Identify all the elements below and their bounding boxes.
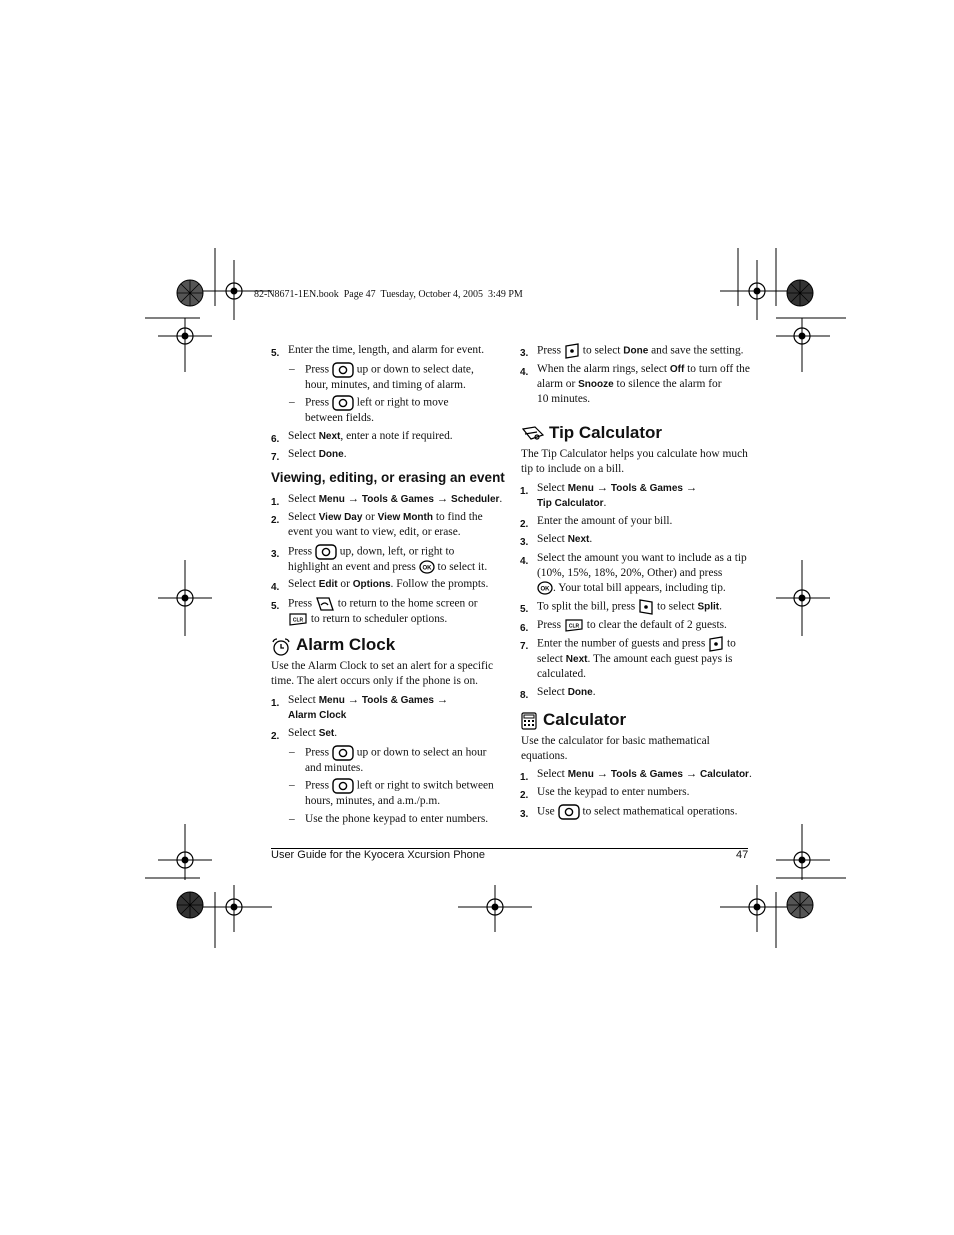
step-text: Select Done. [288,448,347,460]
step-number: 1. [271,698,280,709]
substep: Press left or right to switch between hours, minutes, and a.m./p.m. [305,779,494,807]
step-number: 3. [520,537,529,548]
clr-key-icon [288,612,308,626]
dash: – [289,779,295,791]
step-number: 1. [520,772,529,783]
step-number: 5. [271,601,280,612]
step-text: Select Next. [537,533,593,545]
step-text: Select Next, enter a note if required. [288,430,453,442]
step-text: Enter the amount of your bill. [537,515,673,527]
right-softkey-icon [708,636,724,652]
navigation-key-icon [332,362,354,378]
step-number: 3. [520,809,529,820]
step-number: 7. [520,641,529,652]
section-heading: Calculator [543,710,627,729]
calculator-icon [521,712,537,730]
step-text: Select Menu → Tools & Games → Tip Calculator. [537,482,698,509]
step-number: 5. [520,604,529,615]
step-text: Enter the number of guests and press to select Next. The amount each guest pays is calculated. [537,637,736,680]
step-text: Press up, down, left, or right to highlight an event and press OK to select it. [288,545,488,573]
step-number: 6. [520,623,529,634]
navigation-key-icon [558,804,580,820]
substep: Press up or down to select date, hour, minutes, and timing of alarm. [305,363,474,391]
step-number: 8. [520,690,529,701]
navigation-key-icon [332,395,354,411]
ok-key-icon [537,581,553,595]
step-text: Use to select mathematical operations. [537,804,737,820]
step-number: 4. [271,582,280,593]
footer-title: User Guide for the Kyocera Xcursion Phone [271,849,486,861]
step-text: Select Menu → Tools & Games → Scheduler. [288,493,503,505]
step-number: 2. [271,731,280,742]
step-number: 4. [520,556,529,567]
svg-text:CLR: CLR [568,623,580,630]
step-text: Select the amount you want to include as a tip (10%, 15%, 18%, 20%, Other) and press OK . Your total bill appears, including tip. [537,552,747,594]
file-info-header: 82-N8671-1EN.book Page 47 Tuesday, October 4, 2005 3:49 PM [254,289,523,300]
step-text: Use the keypad to enter numbers. [537,786,690,798]
section-intro: The Tip Calculator helps you calculate how much tip to include on a bill. [521,448,748,475]
ok-key-icon [419,560,435,574]
left-softkey-icon [638,599,654,615]
tip-calculator-icon [521,425,545,443]
dash: – [289,746,295,758]
clr-key-icon [564,618,584,632]
svg-text:OK: OK [540,586,550,593]
navigation-key-icon [332,745,354,761]
substep: Use the phone keypad to enter numbers. [305,813,489,825]
step-number: 3. [520,348,529,359]
step-number: 3. [271,549,280,560]
dash: – [289,813,295,825]
step-text: To split the bill, press to select Split. [537,599,722,615]
navigation-key-icon [332,778,354,794]
step-number: 1. [271,497,280,508]
section-intro: Use the calculator for basic mathematical equations. [521,735,710,762]
step-text: Press CLR to clear the default of 2 guests. [537,619,727,631]
svg-text:CLR: CLR [292,617,304,624]
step-number: 4. [520,367,529,378]
section-heading: Tip Calculator [549,423,663,442]
step-number: 5. [271,348,280,359]
step-text: Select Menu → Tools & Games → Calculator. [537,768,752,780]
step-number: 2. [271,515,280,526]
step-number: 1. [520,486,529,497]
step-text: Select Done. [537,686,596,698]
page-number: 47 [736,849,749,861]
section-intro: Use the Alarm Clock to set an alert for a specific time. The alert occurs only if the phone is on. [271,660,494,687]
step-text: Press to select Done and save the setting. [537,343,744,359]
substep: Press left or right to move between fields. [305,396,449,424]
section-subheading: Viewing, editing, or erasing an event [271,470,505,485]
dash: – [289,363,295,375]
end-key-icon [315,596,335,612]
step-text: When the alarm rings, select Off to turn off the alarm or Snooze to silence the alarm for 10 minutes. [537,363,750,405]
step-text: Select Menu → Tools & Games → Alarm Clock [288,694,449,721]
alarm-clock-icon [271,637,291,657]
step-text: Select Edit or Options. Follow the prompts. [288,578,489,590]
step-number: 6. [271,434,280,445]
step-text: Select View Day or View Month to find the event you want to view, edit, or erase. [288,511,483,538]
substep: Press up or down to select an hour and minutes. [305,746,487,774]
step-text: Enter the time, length, and alarm for event. [288,344,485,356]
navigation-key-icon [315,544,337,560]
section-heading: Alarm Clock [296,635,396,654]
step-number: 2. [520,790,529,801]
dash: – [289,396,295,408]
step-text: Press to return to the home screen or CLR to return to scheduler options. [288,597,478,625]
step-text: Select Set. [288,727,338,739]
step-number: 2. [520,519,529,530]
svg-text:OK: OK [422,565,432,572]
step-number: 7. [271,452,280,463]
right-softkey-icon [564,343,580,359]
